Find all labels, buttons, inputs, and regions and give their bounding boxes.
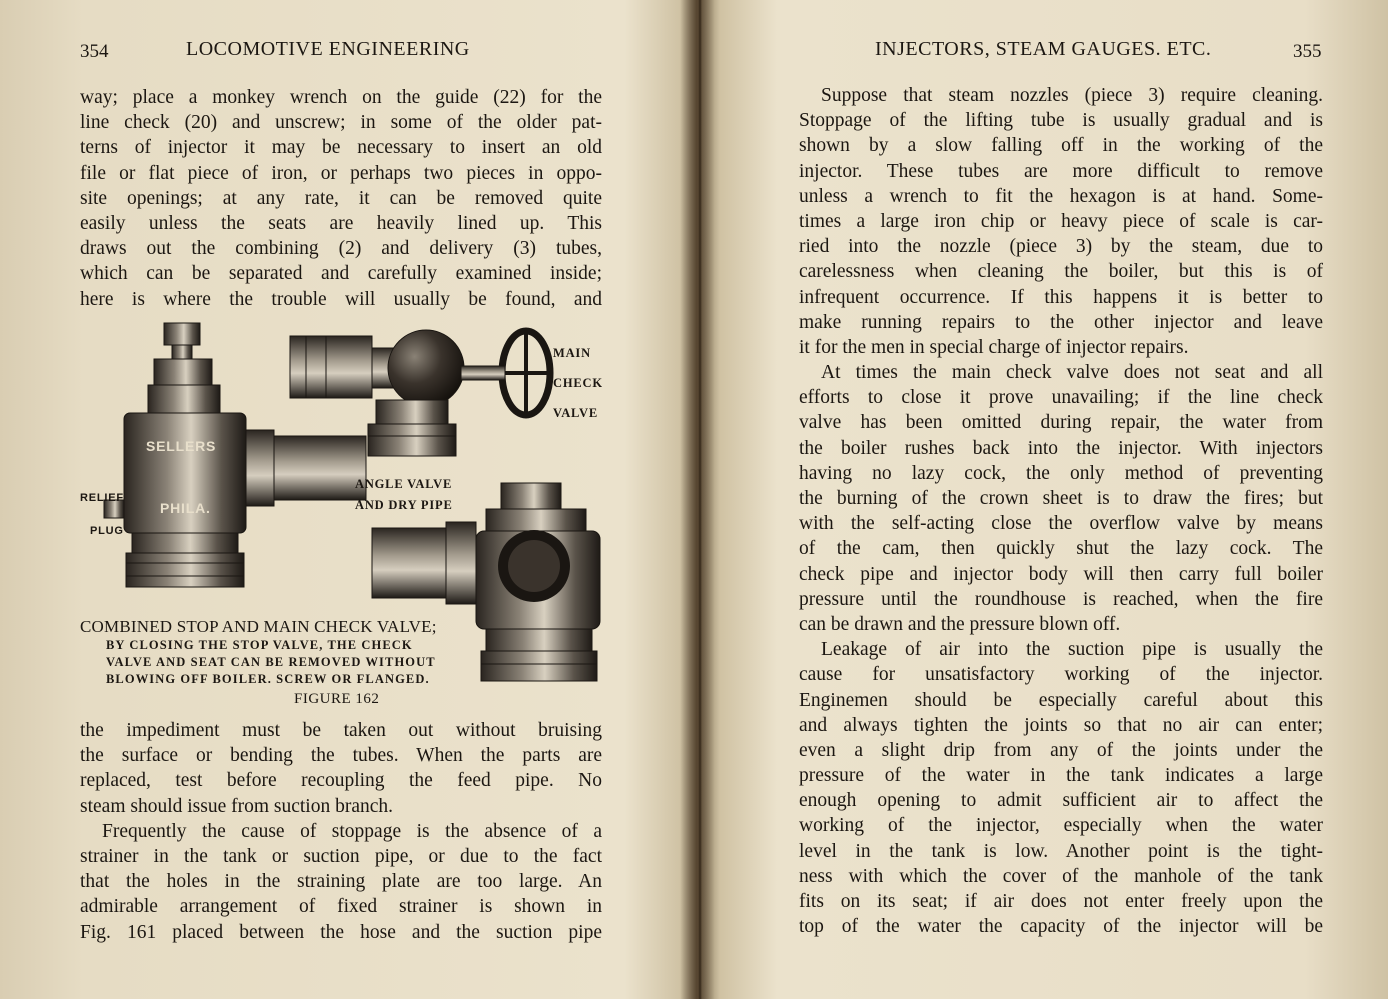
text-line: admirable arrangement of fixed strainer is shown in [80, 896, 602, 918]
text-line: file or flat piece of iron, or perhaps two pieces in oppo- [80, 162, 602, 184]
text-line: shown by a slow falling off in the working of the [799, 135, 1323, 157]
caption-line: BY CLOSING THE STOP VALVE, THE CHECK [106, 638, 413, 652]
caption-title: COMBINED STOP AND MAIN CHECK VALVE; [80, 617, 437, 636]
text-line: valve has been omitted during repair, the water from [799, 412, 1323, 434]
text-line: strainer in the tank or suction pipe, or due to the fact [80, 845, 602, 867]
label-line: PLUG [90, 525, 124, 537]
text-line: replaced, test before recoupling the feed pipe. No [80, 770, 602, 792]
text-line: unless a wrench to fit the hexagon is at hand. Some- [799, 185, 1323, 207]
label-line: ANGLE VALVE [355, 477, 453, 491]
label-line: CHECK [553, 376, 603, 390]
left-bottom-paragraph [80, 718, 602, 945]
running-head-right: INJECTORS, STEAM GAUGES. ETC. [875, 38, 1212, 60]
text-line: draws out the combining (2) and delivery (3) tubes, [80, 238, 602, 260]
label-angle-valve [355, 474, 453, 516]
caption-line: VALVE AND SEAT CAN BE REMOVED WITHOUT [106, 655, 436, 669]
text-line: here is where the trouble will usually be found, and [80, 288, 602, 310]
text-line: Leakage of air into the suction pipe is usually the [821, 639, 1323, 661]
label-line: RELIEF [80, 492, 124, 504]
text-line: Stoppage of the lifting tube is usually gradual and is [799, 110, 1323, 132]
text-line: and always tighten the joints so that no air can enter; [799, 714, 1323, 736]
text-line: site openings; at any rate, it can be removed quite [80, 187, 602, 209]
label-line: MAIN [553, 346, 591, 360]
text-line: that the holes in the straining plate are too large. An [80, 871, 602, 893]
text-line: of the cam, then quickly shut the lazy cock. The [799, 538, 1323, 560]
text-line: carelessness when cleaning the boiler, but this is of [799, 261, 1323, 283]
text-line: Frequently the cause of stoppage is the absence of a [102, 820, 602, 842]
label-line: VALVE [553, 406, 598, 420]
left-top-paragraph [80, 85, 602, 312]
text-line: top of the water the capacity of the injector will be [799, 916, 1323, 938]
text-line: the burning of the crown sheet is to draw the fires; but [799, 488, 1323, 509]
text-line: terns of injector it may be necessary to insert an old [80, 137, 602, 159]
text-line: pressure of the water in the tank indicates a large [799, 765, 1323, 787]
text-line: At times the main check valve does not seat and all [821, 362, 1323, 384]
text-line: check pipe and injector body will then carry full boiler [799, 563, 1323, 585]
left-page [0, 0, 692, 999]
text-line: which can be separated and carefully examined inside; [80, 263, 602, 285]
text-line: even a slight drip from any of the joints under the [799, 739, 1323, 761]
label-relief-plug [80, 482, 124, 548]
text-line: injector. These tubes are more difficult to remove [799, 160, 1323, 182]
text-line: easily unless the seats are heavily lined up. This [80, 212, 602, 234]
text-line: infrequent occurrence. If this happens it is better to [799, 286, 1323, 308]
text-line: enough opening to admit sufficient air to affect the [799, 790, 1323, 812]
text-line: having no lazy cock, the only method of preventing [799, 462, 1323, 484]
text-line: Suppose that steam nozzles (piece 3) require cleaning. [821, 85, 1323, 106]
right-page [700, 0, 1388, 999]
text-line: level in the tank is low. Another point is the tight- [799, 840, 1323, 862]
running-head-left: LOCOMOTIVE ENGINEERING [186, 38, 470, 60]
text-line: Fig. 161 placed between the hose and the suction pipe [80, 921, 602, 943]
page-number-left: 354 [80, 41, 109, 62]
text-line: it for the men in special charge of injector repairs. [799, 336, 1189, 358]
text-line: times a large iron chip or heavy piece of scale is car- [799, 210, 1323, 232]
text-line: efforts to close it prove unavailing; if the line check [799, 387, 1323, 409]
text-line: ried into the nozzle (piece 3) by the steam, due to [799, 236, 1323, 258]
text-line: Enginemen should be especially careful about this [799, 689, 1323, 711]
label-phila: PHILA. [160, 500, 211, 516]
figure-caption [80, 617, 465, 689]
text-line: the surface or bending the tubes. When the parts are [80, 745, 602, 767]
text-line: with the self-acting close the overflow valve by means [799, 513, 1323, 535]
right-body-text [799, 83, 1323, 939]
label-line: AND DRY PIPE [355, 498, 453, 512]
text-line: steam should issue from suction branch. [80, 795, 394, 817]
text-line: make running repairs to the other injector and leave [799, 311, 1323, 333]
page-number-right: 355 [1293, 41, 1322, 62]
text-line: cause for unsatisfactory working of the injector. [799, 664, 1323, 686]
text-line: fits on its seat; if air does not enter freely upon the [799, 891, 1323, 912]
text-line: pressure until the roundhouse is reached, when the fire [799, 588, 1323, 610]
text-line: ness with which the cover of the manhole of the tank [799, 865, 1323, 887]
caption-line: BLOWING OFF BOILER. SCREW OR FLANGED. [106, 672, 430, 686]
text-line: way; place a monkey wrench on the guide (22) for the [80, 87, 602, 108]
label-main-check-valve [553, 338, 603, 428]
label-sellers: SELLERS [146, 438, 217, 454]
figure-number: FIGURE 162 [294, 691, 380, 707]
text-line: line check (20) and unscrew; in some of the older pat- [80, 112, 602, 134]
text-line: the impediment must be taken out without bruising [80, 720, 602, 741]
text-line: working of the injector, especially when the water [799, 815, 1323, 837]
text-line: can be drawn and the pressure blown off. [799, 613, 1121, 635]
text-line: the boiler rushes back into the injector. With injectors [799, 437, 1323, 459]
